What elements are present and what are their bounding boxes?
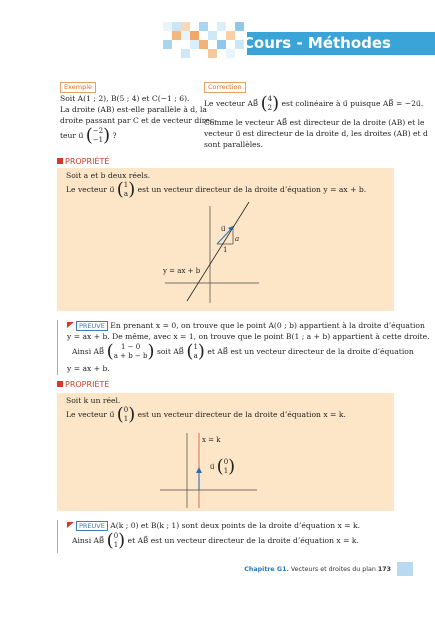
line-y-ax-b <box>187 202 249 301</box>
proof-2-line-1: PREUVE A(k ; 0) et B(k ; 1) sont deux points de la droite d’équation x = k. <box>67 520 360 532</box>
proof-1-line-3: Ainsi AB⃗ ( 1 − 0 a + b − b) soit AB⃗ (1 a) et AB⃗ est un vecteur directeur de la droite d’équation <box>72 341 414 362</box>
fig-vector-label: u⃗ (0 1) <box>210 456 236 477</box>
fig-equation-label: y = ax + b <box>163 267 201 275</box>
property-marker-icon <box>57 381 63 387</box>
property-1-line-1: Soit a et b deux réels. <box>66 171 151 180</box>
property-2-line-1: Soit k un réel. <box>66 396 121 405</box>
example-line-2: La droite (AB) est-elle parallèle à d, la <box>60 105 207 114</box>
correction-line-3: vecteur u⃗ est directeur de la droite d, les droites (AB) et d <box>204 129 428 138</box>
proof-2 <box>57 520 395 553</box>
correction-tag: Correction <box>204 82 246 93</box>
property-1-heading: PROPRIÉTÉ <box>57 157 109 166</box>
correction-line-2: Comme le vecteur AB⃗ est directeur de la droite (AB) et le <box>204 118 425 127</box>
proof-1 <box>57 320 430 375</box>
proof-marker-icon <box>67 522 74 528</box>
property-2-figure <box>57 393 394 511</box>
property-1-figure <box>57 168 394 311</box>
property-2-box <box>57 393 394 511</box>
fig-one-label: 1 <box>223 246 228 254</box>
fig-equation-label: x = k <box>202 436 221 444</box>
page-tab <box>397 562 413 576</box>
footer-chapter: Chapitre G1. <box>244 566 289 573</box>
page-footer <box>244 566 391 573</box>
proof-1-line-1: PREUVE En prenant x = 0, on trouve que le point A(0 ; b) appartient à la droite d’équation <box>67 320 425 332</box>
proof-marker-icon <box>67 322 74 328</box>
property-2-heading: PROPRIÉTÉ <box>57 380 109 389</box>
correction-line-1: Le vecteur AB⃗ (4 2) est colinéaire à u⃗ puisque AB⃗ = −2u⃗. <box>204 93 424 114</box>
property-2-line-2: Le vecteur u⃗ (0 1) est un vecteur directeur de la droite d’équation x = k. <box>66 404 346 425</box>
property-marker-icon <box>57 158 63 164</box>
page-title: Cours - Méthodes <box>242 34 391 52</box>
property-1-box <box>57 168 394 311</box>
property-1-line-2: Le vecteur u⃗ (1 a) est un vecteur directeur de la droite d’équation y = ax + b. <box>66 179 367 200</box>
example-tag: Exemple <box>60 82 96 93</box>
fig-a-label: a <box>235 235 240 243</box>
fig-vector-label: u⃗ <box>221 225 226 233</box>
correction-line-4: sont parallèles. <box>204 140 263 149</box>
vector-u-arrowhead <box>196 467 202 473</box>
proof-1-line-4: y = ax + b. <box>67 364 110 373</box>
page-number: 173 <box>377 566 391 573</box>
correction-box <box>204 82 428 154</box>
example-line-1: Soit A(1 ; 2), B(5 ; 4) et C(−1 ; 6). <box>60 94 190 103</box>
example-box <box>60 82 217 154</box>
proof-2-line-2: Ainsi AB⃗ (0 1) et AB⃗ est un vecteur directeur de la droite d’équation x = k. <box>72 530 359 551</box>
example-line-4: teur u⃗ (−2 −1) ? <box>60 125 117 146</box>
footer-title: Vecteurs et droites du plan <box>290 566 376 573</box>
proof-1-line-2: y = ax + b. De même, avec x = 1, on trouve que le point B(1 ; a + b) appartient à cette droite. <box>67 332 430 341</box>
example-line-3: droite passant par C et de vecteur direc- <box>60 116 217 125</box>
